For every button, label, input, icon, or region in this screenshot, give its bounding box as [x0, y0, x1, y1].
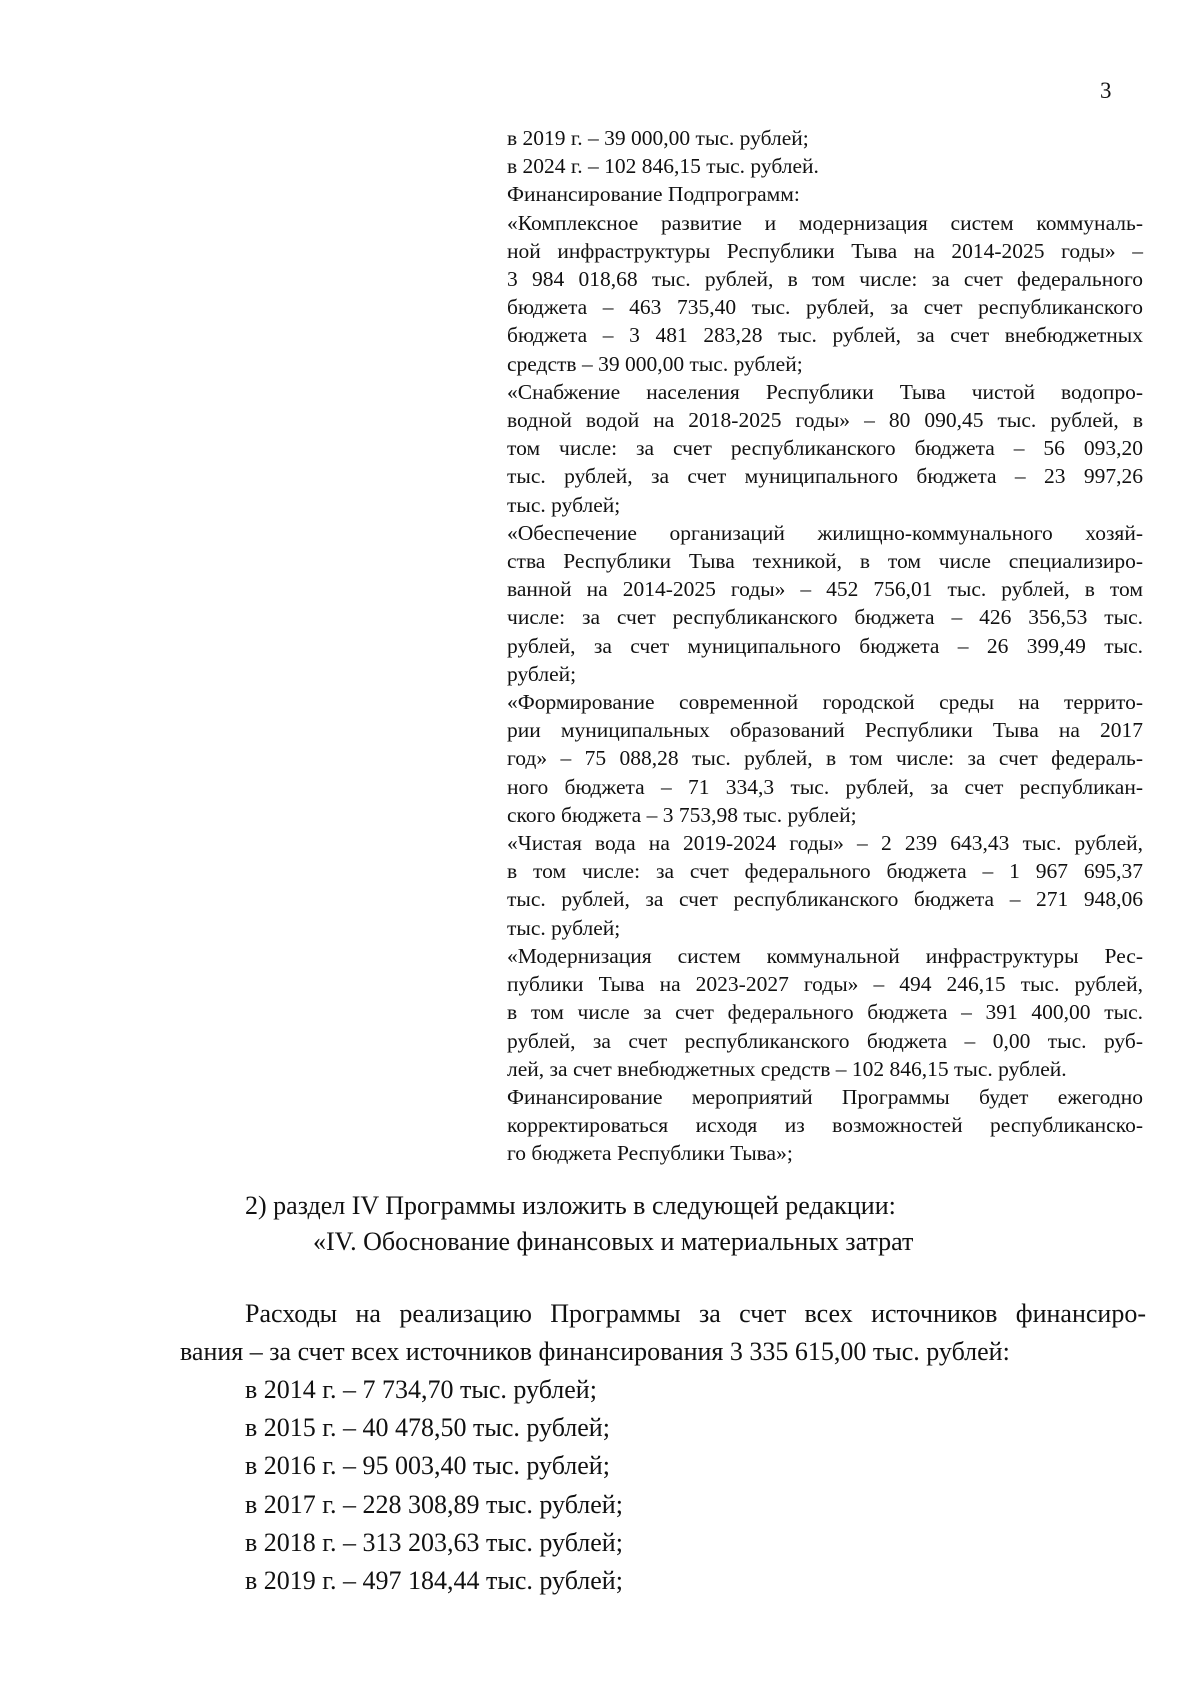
- year-expense-item: в 2019 г. – 497 184,44 тыс. рублей;: [245, 1566, 623, 1596]
- column-line: го бюджета Республики Тыва»;: [507, 1141, 793, 1166]
- column-line: тыс. рублей, за счет республиканского бюджета – 271 948,06: [507, 887, 1143, 912]
- funding-column: [507, 124, 1143, 1168]
- column-line: «Формирование современной городской среды на террито-: [507, 690, 1143, 715]
- expenses-paragraph: [180, 1295, 1146, 1371]
- column-line: «Модернизация систем коммунальной инфраструктуры Рес-: [507, 943, 1143, 968]
- page-number: 3: [1100, 78, 1112, 103]
- yearly-expenses-list: [245, 1371, 623, 1600]
- column-line: рублей, за счет муниципального бюджета – 26 399,49 тыс.: [507, 633, 1143, 658]
- column-line: лей, за счет внебюджетных средств – 102 846,15 тыс. рублей.: [507, 1056, 1067, 1081]
- column-line: ного бюджета – 71 334,3 тыс. рублей, за счет республикан-: [507, 774, 1143, 799]
- year-expense-item: в 2018 г. – 313 203,63 тыс. рублей;: [245, 1527, 623, 1557]
- column-line: рублей;: [507, 661, 577, 686]
- column-line: в 2024 г. – 102 846,15 тыс. рублей.: [507, 154, 819, 179]
- column-line: тыс. рублей;: [507, 492, 621, 517]
- section-intro: 2) раздел IV Программы изложить в следующей редакции:: [245, 1191, 896, 1220]
- column-line: Финансирование Подпрограмм:: [507, 182, 800, 207]
- column-line: ства Республики Тыва техникой, в том числе специализиро-: [507, 549, 1143, 574]
- column-line: в том числе за счет федерального бюджета – 391 400,00 тыс.: [507, 1000, 1143, 1025]
- column-line: корректироваться исходя из возможностей республиканско-: [507, 1113, 1143, 1138]
- column-line: «Обеспечение организаций жилищно-коммунального хозяй-: [507, 520, 1143, 545]
- column-line: «Чистая вода на 2019-2024 годы» – 2 239 643,43 тыс. рублей,: [507, 831, 1143, 856]
- section-heading: «IV. Обоснование финансовых и материальных затрат: [313, 1227, 914, 1256]
- column-line: бюджета – 3 481 283,28 тыс. рублей, за счет внебюджетных: [507, 323, 1143, 348]
- column-line: «Комплексное развитие и модернизация систем коммуналь-: [507, 210, 1143, 235]
- column-line: год» – 75 088,28 тыс. рублей, в том числе: за счет федераль-: [507, 746, 1143, 771]
- column-line: том числе: за счет республиканского бюджета – 56 093,20: [507, 436, 1143, 461]
- expenses-line-2: вания – за счет всех источников финансирования 3 335 615,00 тыс. рублей:: [180, 1337, 1010, 1366]
- year-expense-item: в 2015 г. – 40 478,50 тыс. рублей;: [245, 1413, 610, 1443]
- column-line: 3 984 018,68 тыс. рублей, в том числе: за счет федерального: [507, 267, 1143, 292]
- column-line: рии муниципальных образований Республики Тыва на 2017: [507, 718, 1143, 743]
- column-line: рублей, за счет республиканского бюджета – 0,00 тыс. руб-: [507, 1028, 1143, 1053]
- column-line: водной водой на 2018-2025 годы» – 80 090,45 тыс. рублей, в: [507, 408, 1143, 433]
- column-line: тыс. рублей, за счет муниципального бюджета – 23 997,26: [507, 464, 1143, 489]
- column-line: «Снабжение населения Республики Тыва чистой водопро-: [507, 379, 1143, 404]
- year-expense-item: в 2017 г. – 228 308,89 тыс. рублей;: [245, 1489, 623, 1519]
- expenses-line-1: Расходы на реализацию Программы за счет всех источников финансиро-: [245, 1299, 1146, 1328]
- column-line: в том числе: за счет федерального бюджета – 1 967 695,37: [507, 859, 1143, 884]
- year-expense-item: в 2014 г. – 7 734,70 тыс. рублей;: [245, 1375, 597, 1404]
- column-line: ского бюджета – 3 753,98 тыс. рублей;: [507, 802, 857, 827]
- column-line: Финансирование мероприятий Программы будет ежегодно: [507, 1084, 1143, 1109]
- column-line: средств – 39 000,00 тыс. рублей;: [507, 351, 803, 376]
- column-line: ванной на 2014-2025 годы» – 452 756,01 тыс. рублей, в том: [507, 577, 1143, 602]
- column-line: числе: за счет республиканского бюджета – 426 356,53 тыс.: [507, 605, 1143, 630]
- column-line: публики Тыва на 2023-2027 годы» – 494 246,15 тыс. рублей,: [507, 972, 1143, 997]
- column-line: в 2019 г. – 39 000,00 тыс. рублей;: [507, 126, 809, 150]
- year-expense-item: в 2016 г. – 95 003,40 тыс. рублей;: [245, 1451, 610, 1481]
- column-line: ной инфраструктуры Республики Тыва на 2014-2025 годы» –: [507, 238, 1143, 263]
- column-line: тыс. рублей;: [507, 915, 621, 940]
- column-line: бюджета – 463 735,40 тыс. рублей, за счет республиканского: [507, 295, 1143, 320]
